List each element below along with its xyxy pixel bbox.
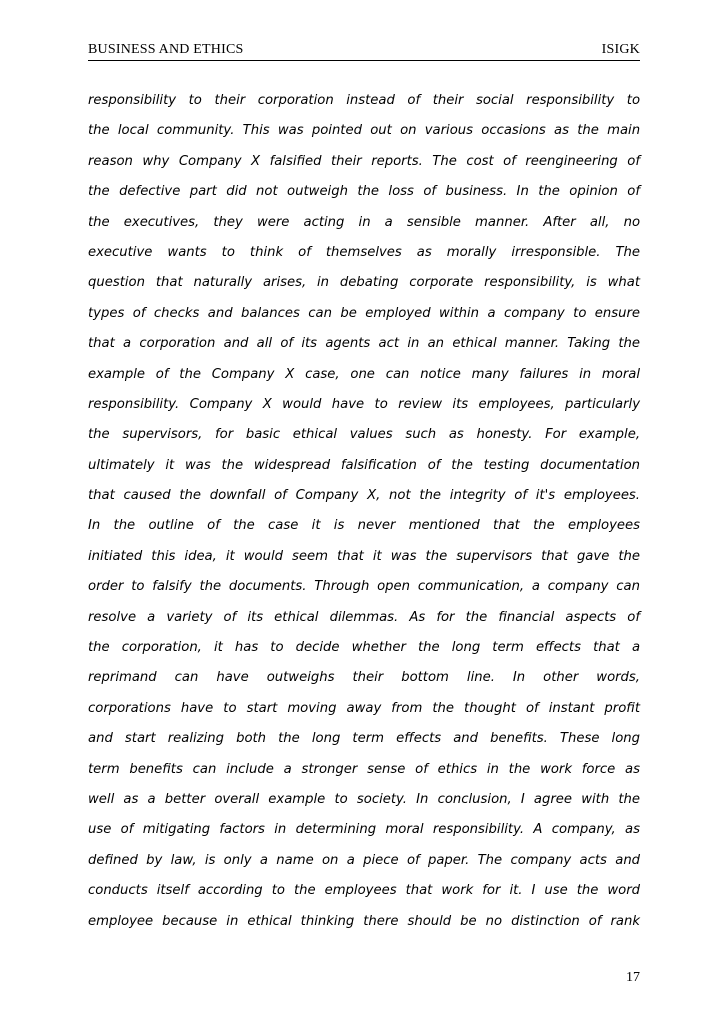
body-line: well as a better overall example to society. In conclusion, I agree with the (88, 791, 640, 807)
body-line: that caused the downfall of Company X, not the integrity of it's employees. (88, 488, 640, 504)
body-line: and start realizing both the long term effects and benefits. These long (88, 731, 640, 747)
page-number: 17 (626, 970, 640, 985)
body-line: defined by law, is only a name on a piece of paper. The company acts and (88, 852, 641, 868)
body-line: corporations have to start moving away from the thought of instant profit (88, 700, 640, 716)
body-line: reason why Company X falsified their reports. The cost of reengineering of (88, 153, 640, 169)
body-line: the executives, they were acting in a sensible manner. After all, no (88, 214, 641, 230)
body-line: order to falsify the documents. Through open communication, a company can (88, 579, 640, 595)
body-line: question that naturally arises, in debating corporate responsibility, is what (88, 275, 640, 291)
body-line: In the outline of the case it is never mentioned that the employees (88, 518, 640, 534)
body-line: use of mitigating factors in determining moral responsibility. A company, as (88, 822, 640, 838)
body-line: ultimately it was the widespread falsification of the testing documentation (88, 457, 641, 473)
body-line: types of checks and balances can be employed within a company to ensure (88, 305, 641, 321)
body-line: the supervisors, for basic ethical values such as honesty. For example, (88, 427, 641, 443)
body-line: executive wants to think of themselves as morally irresponsible. The (88, 244, 641, 260)
page-header (88, 40, 640, 61)
body-line: the corporation, it has to decide whether the long term effects that a (88, 640, 641, 656)
body-line: the defective part did not outweigh the loss of business. In the opinion of (88, 184, 640, 200)
body-line: the local community. This was pointed out on various occasions as the main (88, 123, 641, 139)
body-line: employee because in ethical thinking there should be no distinction of rank (88, 913, 640, 929)
body-text (88, 86, 640, 937)
body-line: resolve a variety of its ethical dilemmas. As for the financial aspects of (88, 609, 640, 625)
body-line: reprimand can have outweighs their bottom line. In other words, (88, 670, 640, 686)
body-line: term benefits can include a stronger sense of ethics in the work force as (88, 761, 640, 777)
body-line: conducts itself according to the employees that work for it. I use the word (88, 883, 641, 899)
header-author-code: ISIGK (601, 42, 640, 57)
body-line: responsibility to their corporation instead of their social responsibility to (88, 93, 641, 108)
body-line: responsibility. Company X would have to review its employees, particularly (88, 396, 641, 412)
body-line: example of the Company X case, one can notice many failures in moral (88, 366, 640, 382)
header-title: BUSINESS AND ETHICS (88, 42, 244, 57)
body-line: that a corporation and all of its agents act in an ethical manner. Taking the (88, 336, 640, 352)
body-line: initiated this idea, it would seem that it was the supervisors that gave the (88, 548, 640, 564)
